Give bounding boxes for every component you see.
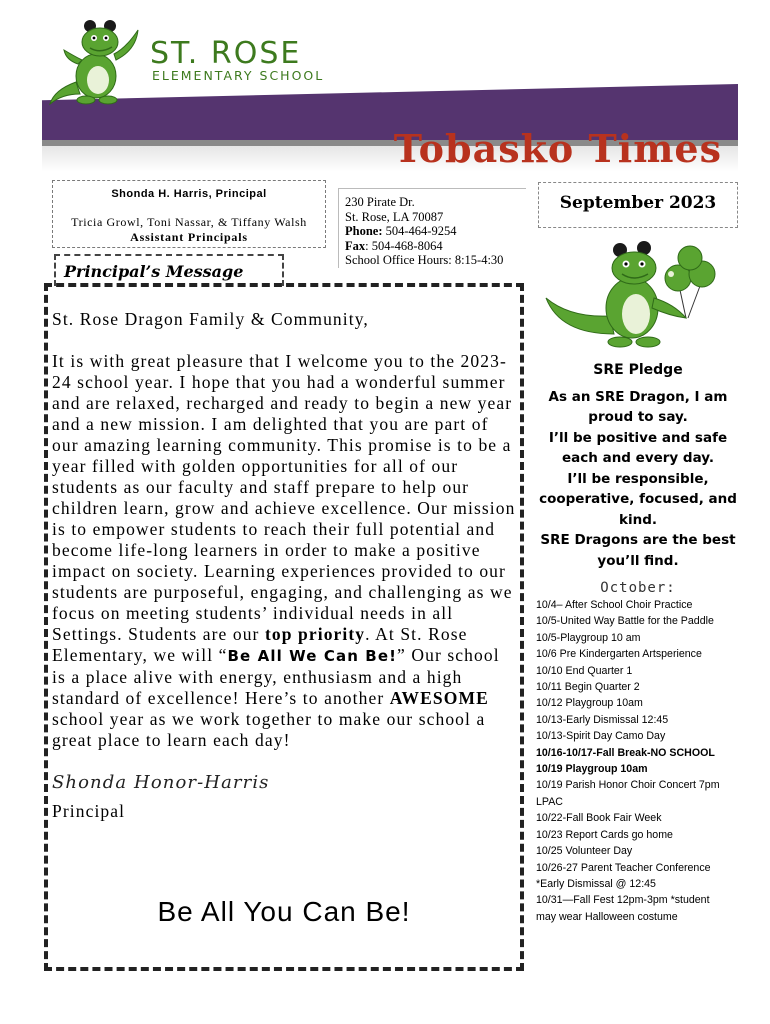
event-item: 10/22-Fall Book Fair Week	[536, 812, 662, 825]
address-phone: Phone: 504-464-9254	[345, 224, 457, 238]
event-item: 10/6 Pre Kindergarten Artsperience	[536, 648, 702, 661]
event-item: 10/31—Fall Fest 12pm-3pm *student may wear Halloween costume	[536, 894, 710, 923]
principal-name: Shonda H. Harris, Principal	[111, 188, 267, 200]
month-box	[538, 182, 738, 228]
pledge-line: As an SRE Dragon, I am proud to say.	[548, 388, 728, 425]
event-item: 10/25 Volunteer Day	[536, 845, 633, 858]
event-item: 10/5-Playgroup 10 am	[536, 631, 641, 644]
event-item: 10/19 Parish Honor Choir Concert 7pm LPAC	[536, 779, 720, 808]
top-priority-text: top priority	[264, 624, 366, 644]
address-fax: Fax: 504-468-8064	[345, 238, 443, 253]
event-item: 10/5-United Way Battle for the Paddle	[536, 615, 714, 628]
motto-text: Be All We Can Be!	[227, 647, 398, 665]
principals-message-tab	[54, 254, 284, 286]
school-subtitle: ELEMENTARY SCHOOL	[152, 68, 325, 83]
principal-box	[52, 180, 326, 248]
event-item: 10/11 Begin Quarter 2	[536, 681, 640, 694]
event-item: 10/16-10/17-Fall Break-NO SCHOOL	[536, 746, 715, 759]
event-item: 10/23 Report Cards go home	[536, 828, 673, 841]
event-item: 10/4– After School Choir Practice	[536, 599, 693, 611]
principals-message-heading: Principal’s Message	[64, 262, 244, 281]
event-item: 10/13-Early Dismissal 12:45	[536, 713, 669, 726]
pledge-line: SRE Dragons are the best you’ll find.	[540, 532, 736, 569]
dragon-mascot-icon	[46, 20, 144, 108]
october-events-list	[536, 597, 728, 925]
address-box	[338, 188, 526, 268]
newsletter-title: Tobasko Times	[393, 126, 722, 171]
slogan: Be All You Can Be!	[157, 896, 411, 927]
school-name: ST. ROSE	[150, 36, 302, 71]
letter-closing: Principal	[52, 801, 126, 821]
office-hours: School Office Hours: 8:15-4:30	[345, 253, 504, 267]
event-item: 10/10 End Quarter 1	[536, 664, 633, 677]
october-heading: October:	[600, 580, 676, 596]
assistant-principals-title: Assistant Principals	[130, 230, 248, 244]
event-item: 10/12 Playgroup 10am	[536, 697, 643, 710]
principal-letter	[52, 309, 518, 822]
address-street: 230 Pirate Dr.	[345, 195, 415, 209]
principal-signature: Shonda Honor-Harris	[52, 772, 270, 793]
letter-greeting: St. Rose Dragon Family & Community,	[52, 309, 369, 329]
sre-pledge	[538, 360, 738, 571]
pledge-line: I’ll be positive and safe each and every day.	[548, 429, 728, 466]
awesome-text: AWESOME	[389, 688, 489, 708]
masthead	[42, 22, 738, 172]
dragon-mascot-balloons-icon	[540, 238, 730, 350]
event-item: 10/13-Spirit Day Camo Day	[536, 730, 666, 743]
assistant-principals-names: Tricia Growl, Toni Nassar, & Tiffany Walsh	[71, 215, 307, 229]
pledge-heading: SRE Pledge	[593, 362, 683, 378]
letter-body: It is with great pleasure that I welcome you to the 2023-24 school year. I hope that you had a wonderful summer and are relaxed, recharged and ready to begin a new year and a new mission. I am delighted that you are part of our amazing learning community. This promise is to be a year filled with golden opportunities for all of our students as our faculty and staff prepare to help our children learn, grow and achieve excellence. Our mission is to empower students to reach their full potential and become life-long learners in order to make a positive impact on society. Learning experiences provided to our students are purposeful, engaging, and challenging as we focus on meeting students’ individual needs in all Settings. Students are our top priority. At St. Rose Elementary, we will “Be All We Can Be!” Our school is a place alive with energy, enthusiasm and a high standard of excellence! Here’s to another AWESOME school year as we work together to make our school a great place to learn each day!	[52, 351, 516, 750]
address-city: St. Rose, LA 70087	[345, 209, 444, 224]
issue-month: September 2023	[559, 193, 717, 213]
event-item: 10/19 Playgroup 10am	[536, 763, 648, 776]
pledge-line: I’ll be responsible, cooperative, focused, and kind.	[539, 470, 737, 528]
event-item: 10/26-27 Parent Teacher Conference *Early Dismissal @ 12:45	[536, 861, 711, 890]
